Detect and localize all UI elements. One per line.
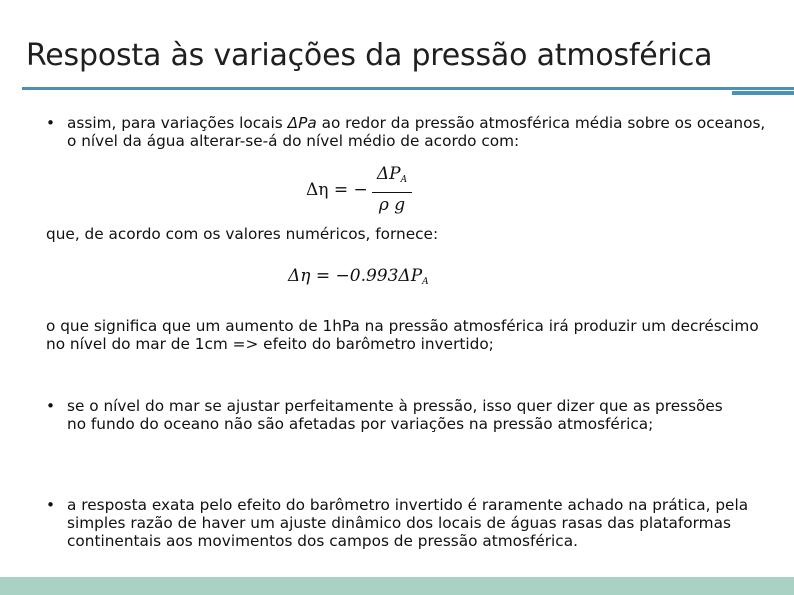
bullet-item-3 bbox=[46, 496, 776, 550]
equation-1-numerator: $\Delta P_A$ bbox=[376, 164, 408, 185]
bullet-marker: • bbox=[46, 114, 56, 132]
slide-title: Resposta às variações da pressão atmosférica bbox=[26, 38, 713, 73]
bullet-marker: • bbox=[46, 397, 56, 415]
bullet-text: assim, para variações locais ΔPa ao redor da pressão atmosférica média sobre os oceanos, o nível da água alterar-se-á do nível médio de acordo com: bbox=[67, 114, 766, 150]
delta-pa-symbol: ΔPa bbox=[287, 114, 317, 132]
equation-2: $\Delta\eta = -0.993\Delta P_A$ bbox=[288, 266, 429, 287]
title-divider bbox=[22, 87, 794, 90]
equation-1-denominator: ρ g bbox=[378, 195, 406, 215]
equation-1-lhs: Δη = − bbox=[306, 180, 368, 200]
bullet-item-1 bbox=[46, 114, 776, 150]
bullet-marker: • bbox=[46, 496, 56, 514]
equation-1 bbox=[306, 164, 416, 214]
footer-band bbox=[0, 577, 794, 595]
bullet-text: se o nível do mar se ajustar perfeitamente à pressão, isso quer dizer que as pressões no fundo do oceano não são afetadas por variações na pressão atmosférica; bbox=[67, 397, 723, 433]
bullet-text: a resposta exata pelo efeito do barômetro invertido é raramente achado na prática, pela simples razão de haver um ajuste dinâmico dos locais de águas rasas das plataformas continentais aos movimentos dos campos de pressão atmosférica. bbox=[67, 496, 749, 550]
bullet-item-2 bbox=[46, 397, 746, 433]
equation-1-fraction bbox=[372, 164, 412, 215]
paragraph-numeric-values: que, de acordo com os valores numéricos, fornece: bbox=[46, 225, 439, 243]
paragraph-inverted-barometer: o que significa que um aumento de 1hPa na pressão atmosférica irá produzir um decréscimo no nível do mar de 1cm => efeito do barômetro invertido; bbox=[46, 317, 759, 353]
fraction-bar bbox=[372, 192, 412, 193]
title-divider-accent bbox=[732, 91, 794, 95]
